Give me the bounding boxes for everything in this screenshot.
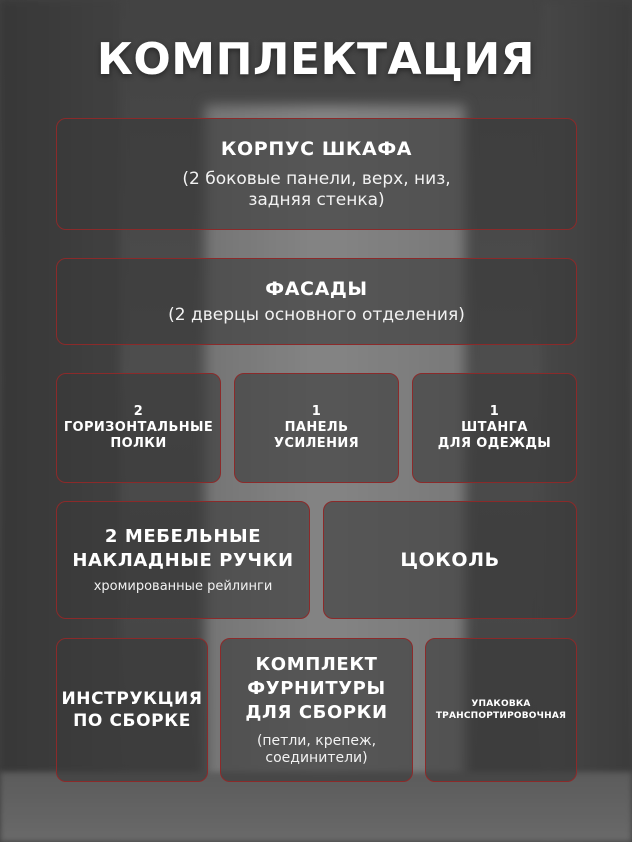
card-panel-line2: ПАНЕЛЬ <box>284 420 349 435</box>
card-korpus-detail-line2: задняя стенка) <box>248 189 385 210</box>
card-ruchki-line2: НАКЛАДНЫЕ РУЧКИ <box>72 550 294 571</box>
card-shtanga-line2: ШТАНГА <box>461 420 528 435</box>
card-polki-line1: 2 <box>133 404 144 419</box>
card-furnitura-line3: ДЛЯ СБОРКИ <box>245 702 388 723</box>
card-instruktsiya-line2: ПО СБОРКЕ <box>73 711 191 731</box>
card-korpus-heading: КОРПУС ШКАФА <box>220 137 413 160</box>
card-tsokol-heading: ЦОКОЛЬ <box>400 548 500 571</box>
card-upakovka <box>425 638 577 782</box>
card-korpus-detail-line1: (2 боковые панели, верх, низ, <box>182 168 451 189</box>
card-instruktsiya <box>56 638 208 782</box>
card-panel <box>234 373 399 483</box>
card-ruchki-detail: хромированные рейлинги <box>93 579 273 594</box>
card-panel-line3: УСИЛЕНИЯ <box>273 436 360 451</box>
card-furnitura-detail <box>257 733 376 767</box>
card-korpus-detail <box>182 169 450 211</box>
page-title: КОМПЛЕКТАЦИЯ <box>96 34 536 85</box>
card-furnitura-detail-line2: соединители) <box>265 750 368 766</box>
card-ruchki-line1: 2 МЕБЕЛЬНЫЕ <box>104 526 262 547</box>
card-panel-text <box>274 404 359 452</box>
card-furnitura-detail-line1: (петли, крепеж, <box>256 733 377 749</box>
card-fasady <box>56 258 577 345</box>
card-tsokol <box>323 501 577 619</box>
card-shtanga-line3: ДЛЯ ОДЕЖДЫ <box>437 436 552 451</box>
card-furnitura-line2: ФУРНИТУРЫ <box>247 678 386 699</box>
card-upakovka-line2: ТРАНСПОРТИРОВОЧНАЯ <box>435 711 567 721</box>
card-shtanga <box>412 373 577 483</box>
card-ruchki <box>56 501 310 619</box>
card-furnitura-heading <box>245 653 387 725</box>
card-korpus <box>56 118 577 230</box>
card-instruktsiya-line1: ИНСТРУКЦИЯ <box>61 689 203 709</box>
card-shtanga-line1: 1 <box>489 404 500 419</box>
card-furnitura <box>220 638 413 782</box>
card-shtanga-text <box>438 404 551 452</box>
card-polki-line3: ПОЛКИ <box>110 436 167 451</box>
card-instruktsiya-heading <box>61 688 202 732</box>
card-panel-line1: 1 <box>311 404 322 419</box>
card-polki <box>56 373 221 483</box>
card-furnitura-line1: КОМПЛЕКТ <box>255 654 378 675</box>
card-fasady-detail: (2 дверцы основного отделения) <box>168 304 465 325</box>
card-polki-line2: ГОРИЗОНТАЛЬНЫЕ <box>63 420 214 435</box>
card-upakovka-line1: УПАКОВКА <box>471 699 531 709</box>
card-polki-text <box>64 404 213 452</box>
card-ruchki-heading <box>72 525 293 573</box>
card-fasady-heading: ФАСАДЫ <box>265 277 368 300</box>
card-upakovka-heading <box>436 698 566 722</box>
